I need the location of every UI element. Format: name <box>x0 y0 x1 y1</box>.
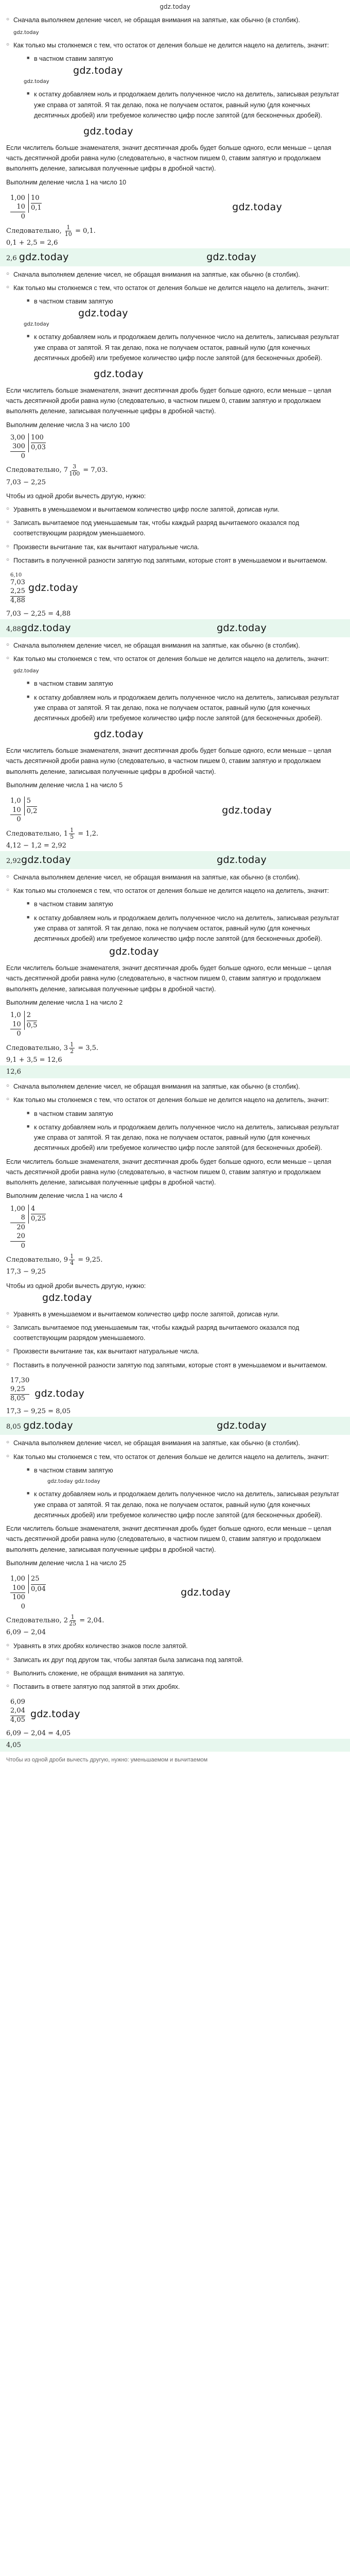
example-4 <box>0 872 350 1065</box>
answer-bar <box>0 1417 350 1435</box>
rule-text: Уравнять в уменьшаемом и вычитаемом количество цифр после запятой, дописав нули. <box>13 1310 279 1318</box>
result: 7,03 − 2,25 = 4,88 <box>6 609 71 618</box>
watermark: gdz.today <box>28 582 78 594</box>
rule-text: в частном ставим запятую <box>34 55 113 63</box>
example-3 <box>0 640 350 851</box>
rule-text: Как только мы столкнемся с тем, что остаток от деления больше не делится нацело на делитель, значит: <box>13 1453 329 1461</box>
paragraph: Если числитель больше знаменателя, значит десятичная дробь будет больше одного, если меньше – целая часть десятичной дроби равна нулю (следовательно, в частном пишем 0, ставим запятую и продолжаем выполнять деление, записывая полученные цифры в дробной части). <box>6 386 331 415</box>
conclusion: Следовательно, $\frac{1}{10}$ = 0,1. <box>6 224 96 238</box>
watermark: gdz.today <box>222 804 272 816</box>
rule-text: Сначала выполняем деление чисел, не обращая внимания на запятые, как обычно (в столбик). <box>13 1439 300 1447</box>
watermark: gdz.today <box>23 1420 73 1432</box>
rule-text: Записать вычитаемое под уменьшаемым так, чтобы каждый разряд вычитаемого оказался под соответствующим разрядом уменьшаемого. <box>13 1324 300 1342</box>
calculation: 0,1 + 2,5 = 2,6 <box>6 239 58 247</box>
answer-bar <box>0 1739 350 1752</box>
conclusion: Следовательно, 7 $\frac{3}{100}$ = 7,03. <box>6 463 108 477</box>
example-title: Выполним деление числа 1 на число 25 <box>6 1559 127 1567</box>
watermark: gdz.today <box>94 368 144 380</box>
paragraph: Если числитель больше знаменателя, значит десятичная дробь будет больше одного, если меньше – целая часть десятичной дроби равна нулю (следовательно, в частном пишем 0, ставим запятую и продолжаем выполнять деление, записывая полученные цифры в дробной части). <box>6 1158 331 1187</box>
watermark: gdz.today <box>19 251 69 263</box>
rule-text: к остатку добавляем ноль и продолжаем делить полученное число на делитель, записывая результат уже справа от запятой. Я так делаю, пока не получаем остаток, равный нулю (для конечных десятичных дробей) или требуемое количество цифр после запятой (для бесконечных дробей). <box>34 333 340 362</box>
example-title: Выполним деление числа 1 на число 4 <box>6 1192 123 1200</box>
long-division: 1,00 100 100 0 25 0,04 <box>10 1575 46 1611</box>
watermark: gdz.today <box>206 251 256 263</box>
bullet-icon: ○ <box>6 1324 10 1330</box>
rule-text: к остатку добавляем ноль и продолжаем делить полученное число на делитель, записывая результат уже справа от запятой. Я так делаю, пока не получаем остаток, равный нулю (для конечных десятичных дробей) или требуемое количество цифр после запятой (для бесконечных дробей). <box>34 914 340 943</box>
answer-value: 2,6 <box>6 254 17 262</box>
example-title: Выполним деление числа 1 на число 5 <box>6 781 123 789</box>
bullet-icon: ○ <box>6 887 10 893</box>
calculation: 7,03 − 2,25 <box>6 478 46 486</box>
bullet-icon: ○ <box>6 1656 10 1662</box>
calculation: 9,1 + 3,5 = 12,6 <box>6 1056 62 1064</box>
bullet-icon: ■ <box>27 1490 30 1496</box>
watermark: gdz.today <box>42 1292 92 1303</box>
bullet-icon: ○ <box>6 270 10 277</box>
watermark-small: gdz.today <box>13 29 39 36</box>
answer-bar <box>0 1065 350 1078</box>
paragraph: Если числитель больше знаменателя, значит десятичная дробь будет больше одного, если меньше – целая часть десятичной дроби равна нулю (следовательно, в частном пишем 0, ставим запятую и продолжаем выполнять деление, записывая полученные цифры в дробной части). <box>6 747 331 775</box>
watermark: gdz.today <box>21 854 71 866</box>
watermark-small: gdz.today <box>24 79 49 85</box>
bullet-icon: ■ <box>27 693 30 699</box>
bullet-icon: ○ <box>6 16 10 23</box>
rule-text: Поставить в ответе запятую под запятой в этих дробях. <box>13 1683 180 1691</box>
bullet-icon: ○ <box>6 1096 10 1103</box>
long-division: 3,00 300 0 100 0,03 <box>10 433 46 460</box>
long-division: 1,00 8 20 20 0 4 0,25 <box>10 1205 46 1250</box>
bullet-icon: ■ <box>27 333 30 339</box>
bullet-icon: ■ <box>27 1110 30 1115</box>
rule-text: Как только мы столкнемся с тем, что остаток от деления больше не делится нацело на делитель, значит: <box>13 41 329 49</box>
example-5 <box>0 1081 350 1417</box>
watermark-small: gdz.today <box>24 321 49 328</box>
fragment-title: Чтобы из одной дроби вычесть другую, нужно: <box>6 1757 129 1764</box>
watermark: gdz.today <box>217 854 267 866</box>
bullet-icon: ■ <box>27 91 30 96</box>
paragraph: Если числитель больше знаменателя, значит десятичная дробь будет больше одного, если меньше – целая часть десятичной дроби равна нулю (следовательно, в частном пишем 0, ставим запятую и продолжаем выполнять деление, записывая полученные цифры в дробной части). <box>6 144 331 173</box>
bullet-icon: ○ <box>6 505 10 512</box>
example-2 <box>0 269 350 619</box>
bullet-icon: ○ <box>6 641 10 648</box>
watermark: gdz.today <box>94 728 144 740</box>
bullet-icon: ■ <box>27 680 30 686</box>
bullet-icon: ○ <box>6 1310 10 1316</box>
long-division: 1,0 10 0 2 0,5 <box>10 1011 38 1038</box>
answer-value: 4,88 <box>6 625 21 633</box>
watermark-small: gdz.today <box>75 1479 100 1484</box>
watermark: gdz.today <box>83 126 133 138</box>
answer-value: 2,92 <box>6 857 21 866</box>
conclusion: Следовательно, 3 $\frac{1}{2}$ = 3,5. <box>6 1041 99 1055</box>
rule-text: Поставить в полученной разности запятую под запятыми, которые стоят в уменьшаемом и вычитаемом. <box>13 556 327 564</box>
calculation: 4,12 − 1,2 = 2,92 <box>6 842 66 850</box>
result: 6,09 − 2,04 = 4,05 <box>6 1730 71 1738</box>
bullet-icon: ○ <box>6 41 10 47</box>
top-watermark: gdz.today <box>160 3 190 10</box>
rule-text: к остатку добавляем ноль и продолжаем делить полученное число на делитель, записывая результат уже справа от запятой. Я так делаю, пока не получаем остаток, равный нулю (для конечных десятичных дробей) или требуемое количество цифр после запятой (для бесконечных дробей). <box>34 91 340 119</box>
bullet-icon: ■ <box>27 298 30 303</box>
rule-text: в частном ставим запятую <box>34 298 113 306</box>
example-1 <box>0 15 350 248</box>
bullet-icon: ■ <box>27 55 30 61</box>
bullet-icon: ○ <box>6 1348 10 1354</box>
rule-text: Поставить в полученной разности запятую под запятыми, которые стоят в уменьшаемом и вычитаемом. <box>13 1361 327 1369</box>
rule-text: Как только мы столкнемся с тем, что остаток от деления больше не делится нацело на делитель, значит: <box>13 655 329 663</box>
answer-bar <box>0 619 350 637</box>
conclusion: Следовательно, 2 $\frac{1}{25}$ = 2,04. <box>6 1614 104 1628</box>
bullet-icon: ○ <box>6 1453 10 1459</box>
long-division: 1,0 10 0 5 0,2 <box>10 797 38 824</box>
long-division: 1,00 10 0 10 0,1 <box>10 194 42 221</box>
rule-text: Сначала выполняем деление чисел, не обращая внимания на запятые, как обычно (в столбик). <box>13 873 300 881</box>
conclusion: Следовательно, 9 $\frac{1}{4}$ = 9,25. <box>6 1253 103 1267</box>
column-subtraction: 6,10 7,03 2,25 4,88 <box>10 572 25 604</box>
watermark: gdz.today <box>30 1708 80 1720</box>
watermark: gdz.today <box>217 622 267 634</box>
bullet-icon: ○ <box>6 1642 10 1649</box>
rule-text: Произвести вычитание так, как вычитают натуральные числа. <box>13 1348 200 1355</box>
watermark: gdz.today <box>21 622 71 634</box>
bullet-icon: ○ <box>6 1439 10 1446</box>
bullet-icon: ■ <box>27 1466 30 1472</box>
rule-text: в частном ставим запятую <box>34 1110 113 1117</box>
bullet-icon: ■ <box>27 1123 30 1129</box>
bullet-icon: ■ <box>27 901 30 906</box>
watermark: gdz.today <box>217 1420 267 1432</box>
bullet-icon: ○ <box>6 873 10 879</box>
paragraph: Если числитель больше знаменателя, значит десятичная дробь будет больше одного, если меньше – целая часть десятичной дроби равна нулю (следовательно, в частном пишем 0, ставим запятую и продолжаем выполнять деление, записывая полученные цифры в дробной части). <box>6 1525 331 1553</box>
watermark: gdz.today <box>34 1387 85 1399</box>
calculation: 17,3 − 9,25 <box>6 1268 46 1276</box>
bullet-icon: ○ <box>6 655 10 661</box>
bullet-icon: ○ <box>6 519 10 526</box>
rule-text: Сначала выполняем деление чисел, не обращая внимания на запятые, как обычно (в столбик). <box>13 270 300 278</box>
bullet-icon: ○ <box>6 543 10 549</box>
watermark: gdz.today <box>78 308 128 319</box>
paragraph: Чтобы из одной дроби вычесть другую, нужно: <box>6 492 146 500</box>
example-title: Выполним деление числа 1 на число 2 <box>6 998 123 1006</box>
rule-text: Как только мы столкнемся с тем, что остаток от деления больше не делится нацело на делитель, значит: <box>13 1096 329 1104</box>
watermark: gdz.today <box>232 201 282 213</box>
example-title: Выполним деление числа 3 на число 100 <box>6 421 130 429</box>
bullet-icon: ○ <box>6 1669 10 1675</box>
rule-text: Уравнять в уменьшаемом и вычитаемом количество цифр после запятой, дописав нули. <box>13 505 279 513</box>
rule-text: к остатку добавляем ноль и продолжаем делить полученное число на делитель, записывая результат уже справа от запятой. Я так делаю, пока не получаем остаток, равный нулю (для конечных десятичных дробей) или требуемое количество цифр после запятой (для бесконечных дробей). <box>34 1490 340 1519</box>
rule-text: Уравнять в этих дробях количество знаков после запятой. <box>13 1642 188 1650</box>
rule-text: в частном ставим запятую <box>34 901 113 908</box>
bullet-icon: ○ <box>6 284 10 290</box>
watermark-small: gdz.today <box>13 668 39 674</box>
calculation: 6,09 − 2,04 <box>6 1629 46 1637</box>
rule-text: к остатку добавляем ноль и продолжаем делить полученное число на делитель, записывая результат уже справа от запятой. Я так делаю, пока не получаем остаток, равный нулю (для конечных десятичных дробей) или требуемое количество цифр после запятой (для бесконечных дробей). <box>34 1123 340 1152</box>
rule-text: Произвести вычитание так, как вычитают натуральные числа. <box>13 543 200 551</box>
rule-text: к остатку добавляем ноль и продолжаем делить полученное число на делитель, записывая результат уже справа от запятой. Я так делаю, пока не получаем остаток, равный нулю (для конечных десятичных дробей) или требуемое количество цифр после запятой (для бесконечных дробей). <box>34 693 340 722</box>
fragment-slice: уменьшаемом и вычитаемом <box>130 1757 208 1764</box>
answer-bar <box>0 851 350 869</box>
rule-text: Как только мы столкнемся с тем, что остаток от деления больше не делится нацело на делитель, значит: <box>13 284 329 292</box>
watermark: gdz.today <box>109 946 159 958</box>
rule-text: Как только мы столкнемся с тем, что остаток от деления больше не делится нацело на делитель, значит: <box>13 887 329 895</box>
bullet-icon: ○ <box>6 1683 10 1689</box>
paragraph: Чтобы из одной дроби вычесть другую, нужно: <box>6 1282 146 1290</box>
answer-bar <box>0 248 350 266</box>
bullet-icon: ○ <box>6 1361 10 1367</box>
result: 17,3 − 9,25 = 8,05 <box>6 1408 71 1416</box>
rule-text: Записать их друг под другом так, чтобы запятая была записана под запятой. <box>13 1656 243 1664</box>
conclusion: Следовательно, 1 $\frac{1}{5}$ = 1,2. <box>6 826 99 840</box>
rule-text: в частном ставим запятую <box>34 680 113 688</box>
rule-text: Сначала выполняем деление чисел, не обращая внимания на запятые, как обычно (в столбик). <box>13 1083 300 1091</box>
rule-text: Записать вычитаемое под уменьшаемым так, чтобы каждый разряд вычитаемого оказался под соответствующим разрядом уменьшаемого. <box>13 519 300 537</box>
watermark: gdz.today <box>181 1587 231 1599</box>
rule-text: Сначала выполняем деление чисел, не обращая внимания на запятые, как обычно (в столбик). <box>13 641 300 649</box>
rule-text: Выполнить сложение, не обращая внимания на запятую. <box>13 1669 185 1677</box>
bullet-icon: ○ <box>6 556 10 563</box>
watermark-small: gdz.today <box>47 1479 73 1484</box>
paragraph: Если числитель больше знаменателя, значит десятичная дробь будет больше одного, если меньше – целая часть десятичной дроби равна нулю (следовательно, в частном пишем 0, ставим запятую и продолжаем выполнять деление, записывая полученные цифры в дробной части). <box>6 964 331 993</box>
answer-value: 12,6 <box>6 1067 21 1076</box>
watermark: gdz.today <box>73 65 123 77</box>
rule-text: в частном ставим запятую <box>34 1466 113 1474</box>
column-subtraction: 6,09 2,04 4,05 <box>10 1698 25 1724</box>
example-title: Выполним деление числа 1 на число 10 <box>6 178 127 186</box>
answer-value: 8,05 <box>6 1423 21 1431</box>
rule-text: Сначала выполняем деление чисел, не обращая внимания на запятые, как обычно (в столбик). <box>13 16 300 24</box>
example-6 <box>0 1438 350 1739</box>
answer-value: 4,05 <box>6 1741 21 1750</box>
bullet-icon: ■ <box>27 914 30 920</box>
bullet-icon: ○ <box>6 1083 10 1089</box>
column-subtraction: 17,30 9,25 8,05 <box>10 1376 30 1402</box>
